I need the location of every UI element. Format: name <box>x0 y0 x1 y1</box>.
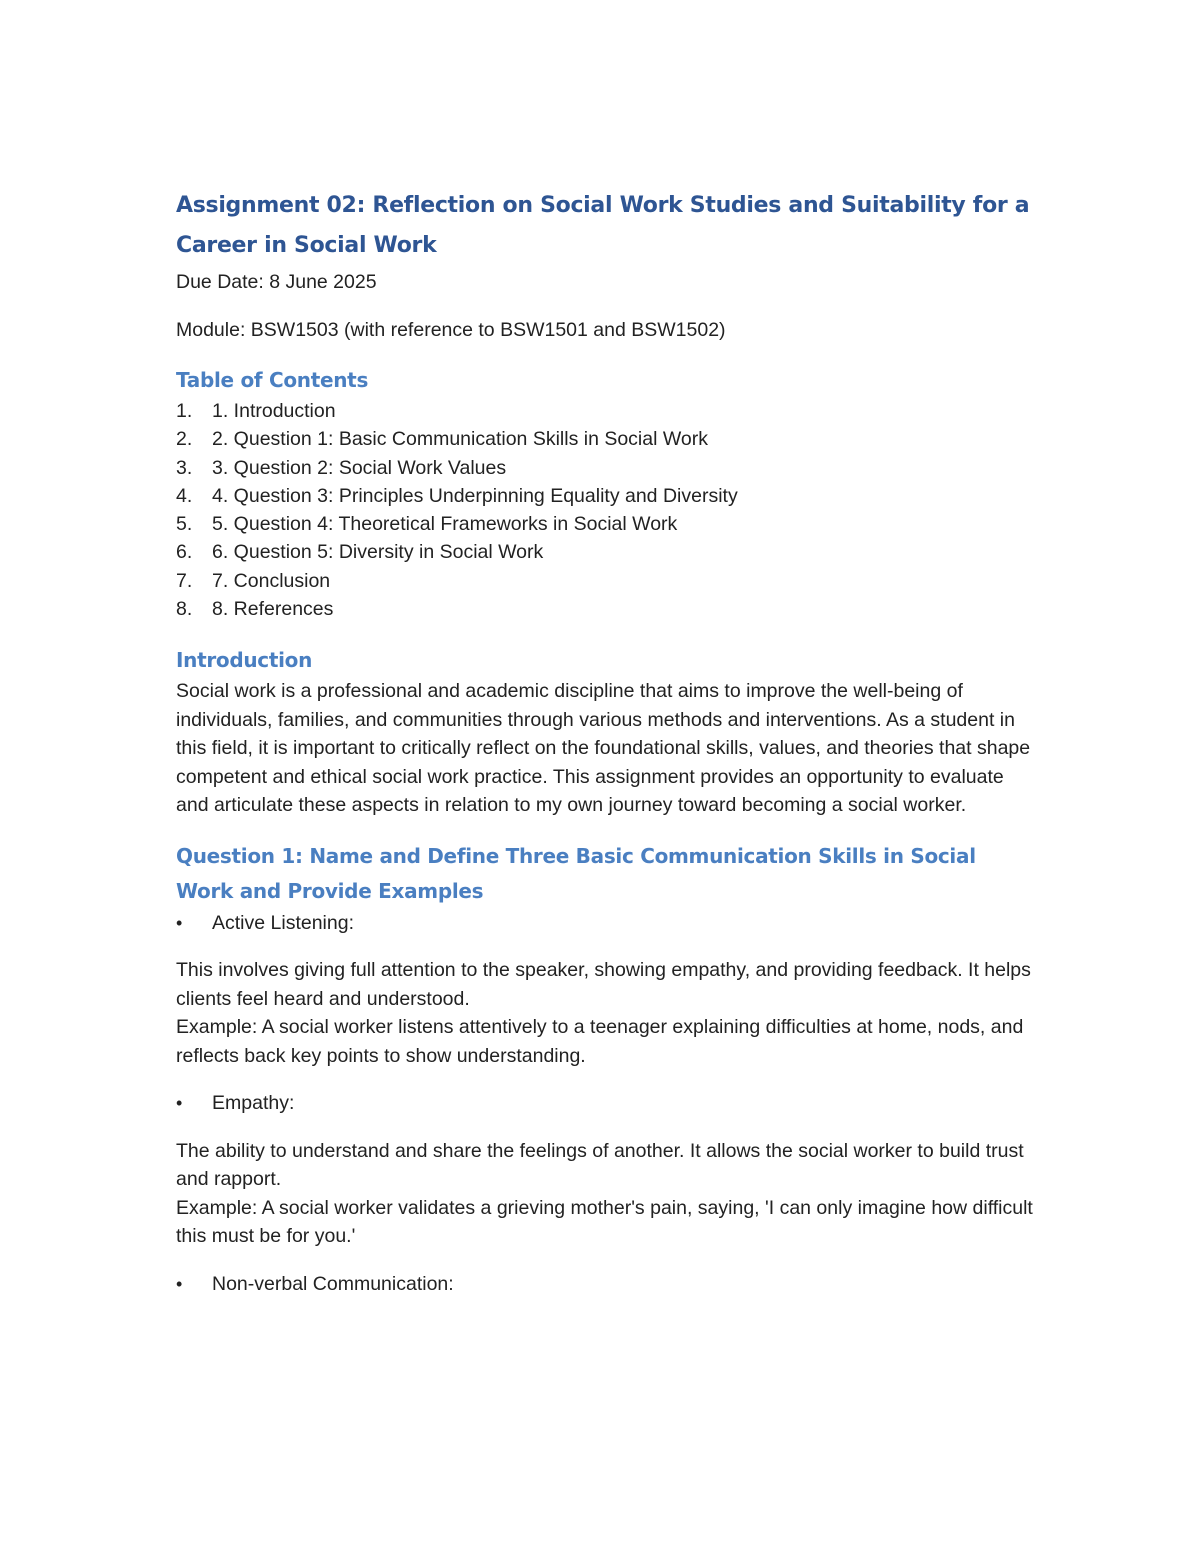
toc-item-label: 8. References <box>212 598 334 621</box>
toc-item[interactable] <box>176 595 1036 623</box>
toc-item[interactable] <box>176 538 1036 566</box>
toc-item-number: 8. <box>176 598 193 621</box>
skill-bullet-active-listening <box>176 909 1036 938</box>
document-title: Assignment 02: Reflection on Social Work Studies and Suitability for a Career in Social Work <box>176 193 1030 258</box>
bullet-icon: • <box>176 1093 183 1114</box>
skill-name: Active Listening: <box>212 911 354 934</box>
toc-item-label: 7. Conclusion <box>212 569 331 592</box>
toc-item-label: 2. Question 1: Basic Communication Skills in Social Work <box>212 428 709 451</box>
question1-heading: Question 1: Name and Define Three Basic Communication Skills in Social Work and Provide Examples <box>176 843 976 903</box>
toc-item-number: 4. <box>176 484 193 507</box>
bullet-icon: • <box>176 912 183 933</box>
document-page <box>176 186 1036 1298</box>
toc-item-number: 6. <box>176 541 193 564</box>
due-date: Due Date: 8 June 2025 <box>176 271 377 293</box>
skill-definition: This involves giving full attention to the speaker, showing empathy, and providing feedback. It helps clients feel heard and understood. <box>176 959 1031 1010</box>
toc-item[interactable] <box>176 567 1036 595</box>
toc-item[interactable] <box>176 397 1036 425</box>
module-line: Module: BSW1503 (with reference to BSW1501 and BSW1502) <box>176 318 726 341</box>
toc-item-label: 6. Question 5: Diversity in Social Work <box>212 541 544 564</box>
toc-item-number: 3. <box>176 456 193 479</box>
bullet-icon: • <box>176 1273 183 1294</box>
skill-definition: The ability to understand and share the feelings of another. It allows the social worker to build trust and rapport. <box>176 1139 1024 1191</box>
toc-item[interactable] <box>176 425 1036 453</box>
toc-item-number: 5. <box>176 513 193 536</box>
skill-bullet-empathy <box>176 1089 1036 1118</box>
toc-item-number: 1. <box>176 400 193 422</box>
skill-example: Example: A social worker listens attentively to a teenager explaining difficulties at home, nods, and reflects back key points to show understanding. <box>176 1016 1024 1067</box>
toc-item-label: 4. Question 3: Principles Underpinning Equality and Diversity <box>212 484 738 507</box>
toc-heading: Table of Contents <box>176 368 369 392</box>
toc-item-label: 3. Question 2: Social Work Values <box>212 456 507 479</box>
toc-item[interactable] <box>176 482 1036 510</box>
toc-item-number: 2. <box>176 428 193 451</box>
skill-example: Example: A social worker validates a grieving mother's pain, saying, 'I can only imagine how difficult this must be for you.' <box>176 1196 1033 1248</box>
toc-item-label: 1. Introduction <box>212 400 336 422</box>
introduction-paragraph: Social work is a professional and academic discipline that aims to improve the well-being of individuals, families, and communities through various methods and interventions. As a student in this field, it is important to critically reflect on the foundational skills, values, and theories that shape competent and ethical social work practice. This assignment provides an opportunity to evaluate and articulate these aspects in relation to my own journey toward becoming a social worker. <box>176 680 1031 817</box>
skill-name: Non-verbal Communication: <box>212 1272 454 1295</box>
skill-bullet-non-verbal <box>176 1270 1036 1299</box>
toc-item[interactable] <box>176 454 1036 482</box>
introduction-heading: Introduction <box>176 648 313 673</box>
toc-item[interactable] <box>176 510 1036 538</box>
toc-list <box>176 397 1036 623</box>
skill-name: Empathy: <box>212 1092 295 1115</box>
toc-item-number: 7. <box>176 569 193 592</box>
toc-item-label: 5. Question 4: Theoretical Frameworks in Social Work <box>212 513 678 536</box>
